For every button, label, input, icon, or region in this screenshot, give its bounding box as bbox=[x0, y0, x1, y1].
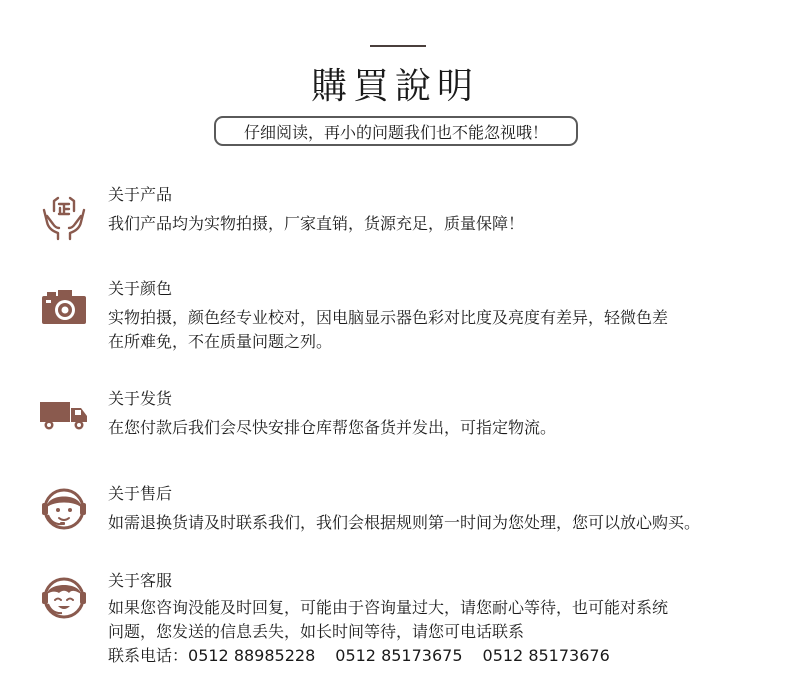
section-body bbox=[108, 416, 768, 440]
body-line: 如需退换货请及时联系我们，我们会根据规则第一时间为您处理，您可以放心购买。 bbox=[108, 513, 701, 532]
section-body bbox=[108, 212, 768, 236]
phone-number: 0512 88985228 bbox=[188, 646, 316, 665]
headset-agent-icon bbox=[38, 483, 90, 535]
phone-number: 0512 85173676 bbox=[482, 646, 610, 665]
delivery-truck-icon bbox=[38, 388, 90, 440]
headset-agent-smile-icon bbox=[38, 572, 90, 624]
phone-number: 0512 85173675 bbox=[335, 646, 463, 665]
body-line: 如果您咨询没能及时回复，可能由于咨询量过大，请您耐心等待，也可能对系统 bbox=[108, 598, 669, 617]
section-heading: 关于售后 bbox=[108, 484, 173, 503]
genuine-hands-icon bbox=[38, 192, 90, 244]
phone-line bbox=[108, 644, 768, 668]
body-line: 在所难免，不在质量问题之列。 bbox=[108, 332, 333, 351]
section-heading: 关于产品 bbox=[108, 185, 173, 204]
camera-icon bbox=[38, 284, 90, 336]
page-title: 購買說明 bbox=[310, 66, 479, 107]
body-line: 我们产品均为实物拍摄，厂家直销，货源充足，质量保障！ bbox=[108, 214, 525, 233]
body-line: 实物拍摄，颜色经专业校对，因电脑显示器色彩对比度及亮度有差异，轻微色差 bbox=[108, 308, 669, 327]
section-body bbox=[108, 511, 768, 535]
section-heading: 关于颜色 bbox=[108, 279, 173, 298]
title-decor-line bbox=[370, 45, 426, 47]
section-heading: 关于发货 bbox=[108, 389, 173, 408]
section-body bbox=[108, 596, 768, 668]
phone-label: 联系电话： bbox=[108, 646, 189, 665]
subtitle-text: 仔细阅读，再小的问题我们也不能忽视哦！ bbox=[243, 122, 548, 142]
section-body bbox=[108, 306, 768, 354]
body-line: 问题，您发送的信息丢失，如长时间等待，请您可电话联系 bbox=[108, 622, 525, 641]
subtitle-pill bbox=[214, 116, 578, 146]
body-line: 在您付款后我们会尽快安排仓库帮您备货并发出，可指定物流。 bbox=[108, 418, 557, 437]
section-heading: 关于客服 bbox=[108, 571, 173, 590]
